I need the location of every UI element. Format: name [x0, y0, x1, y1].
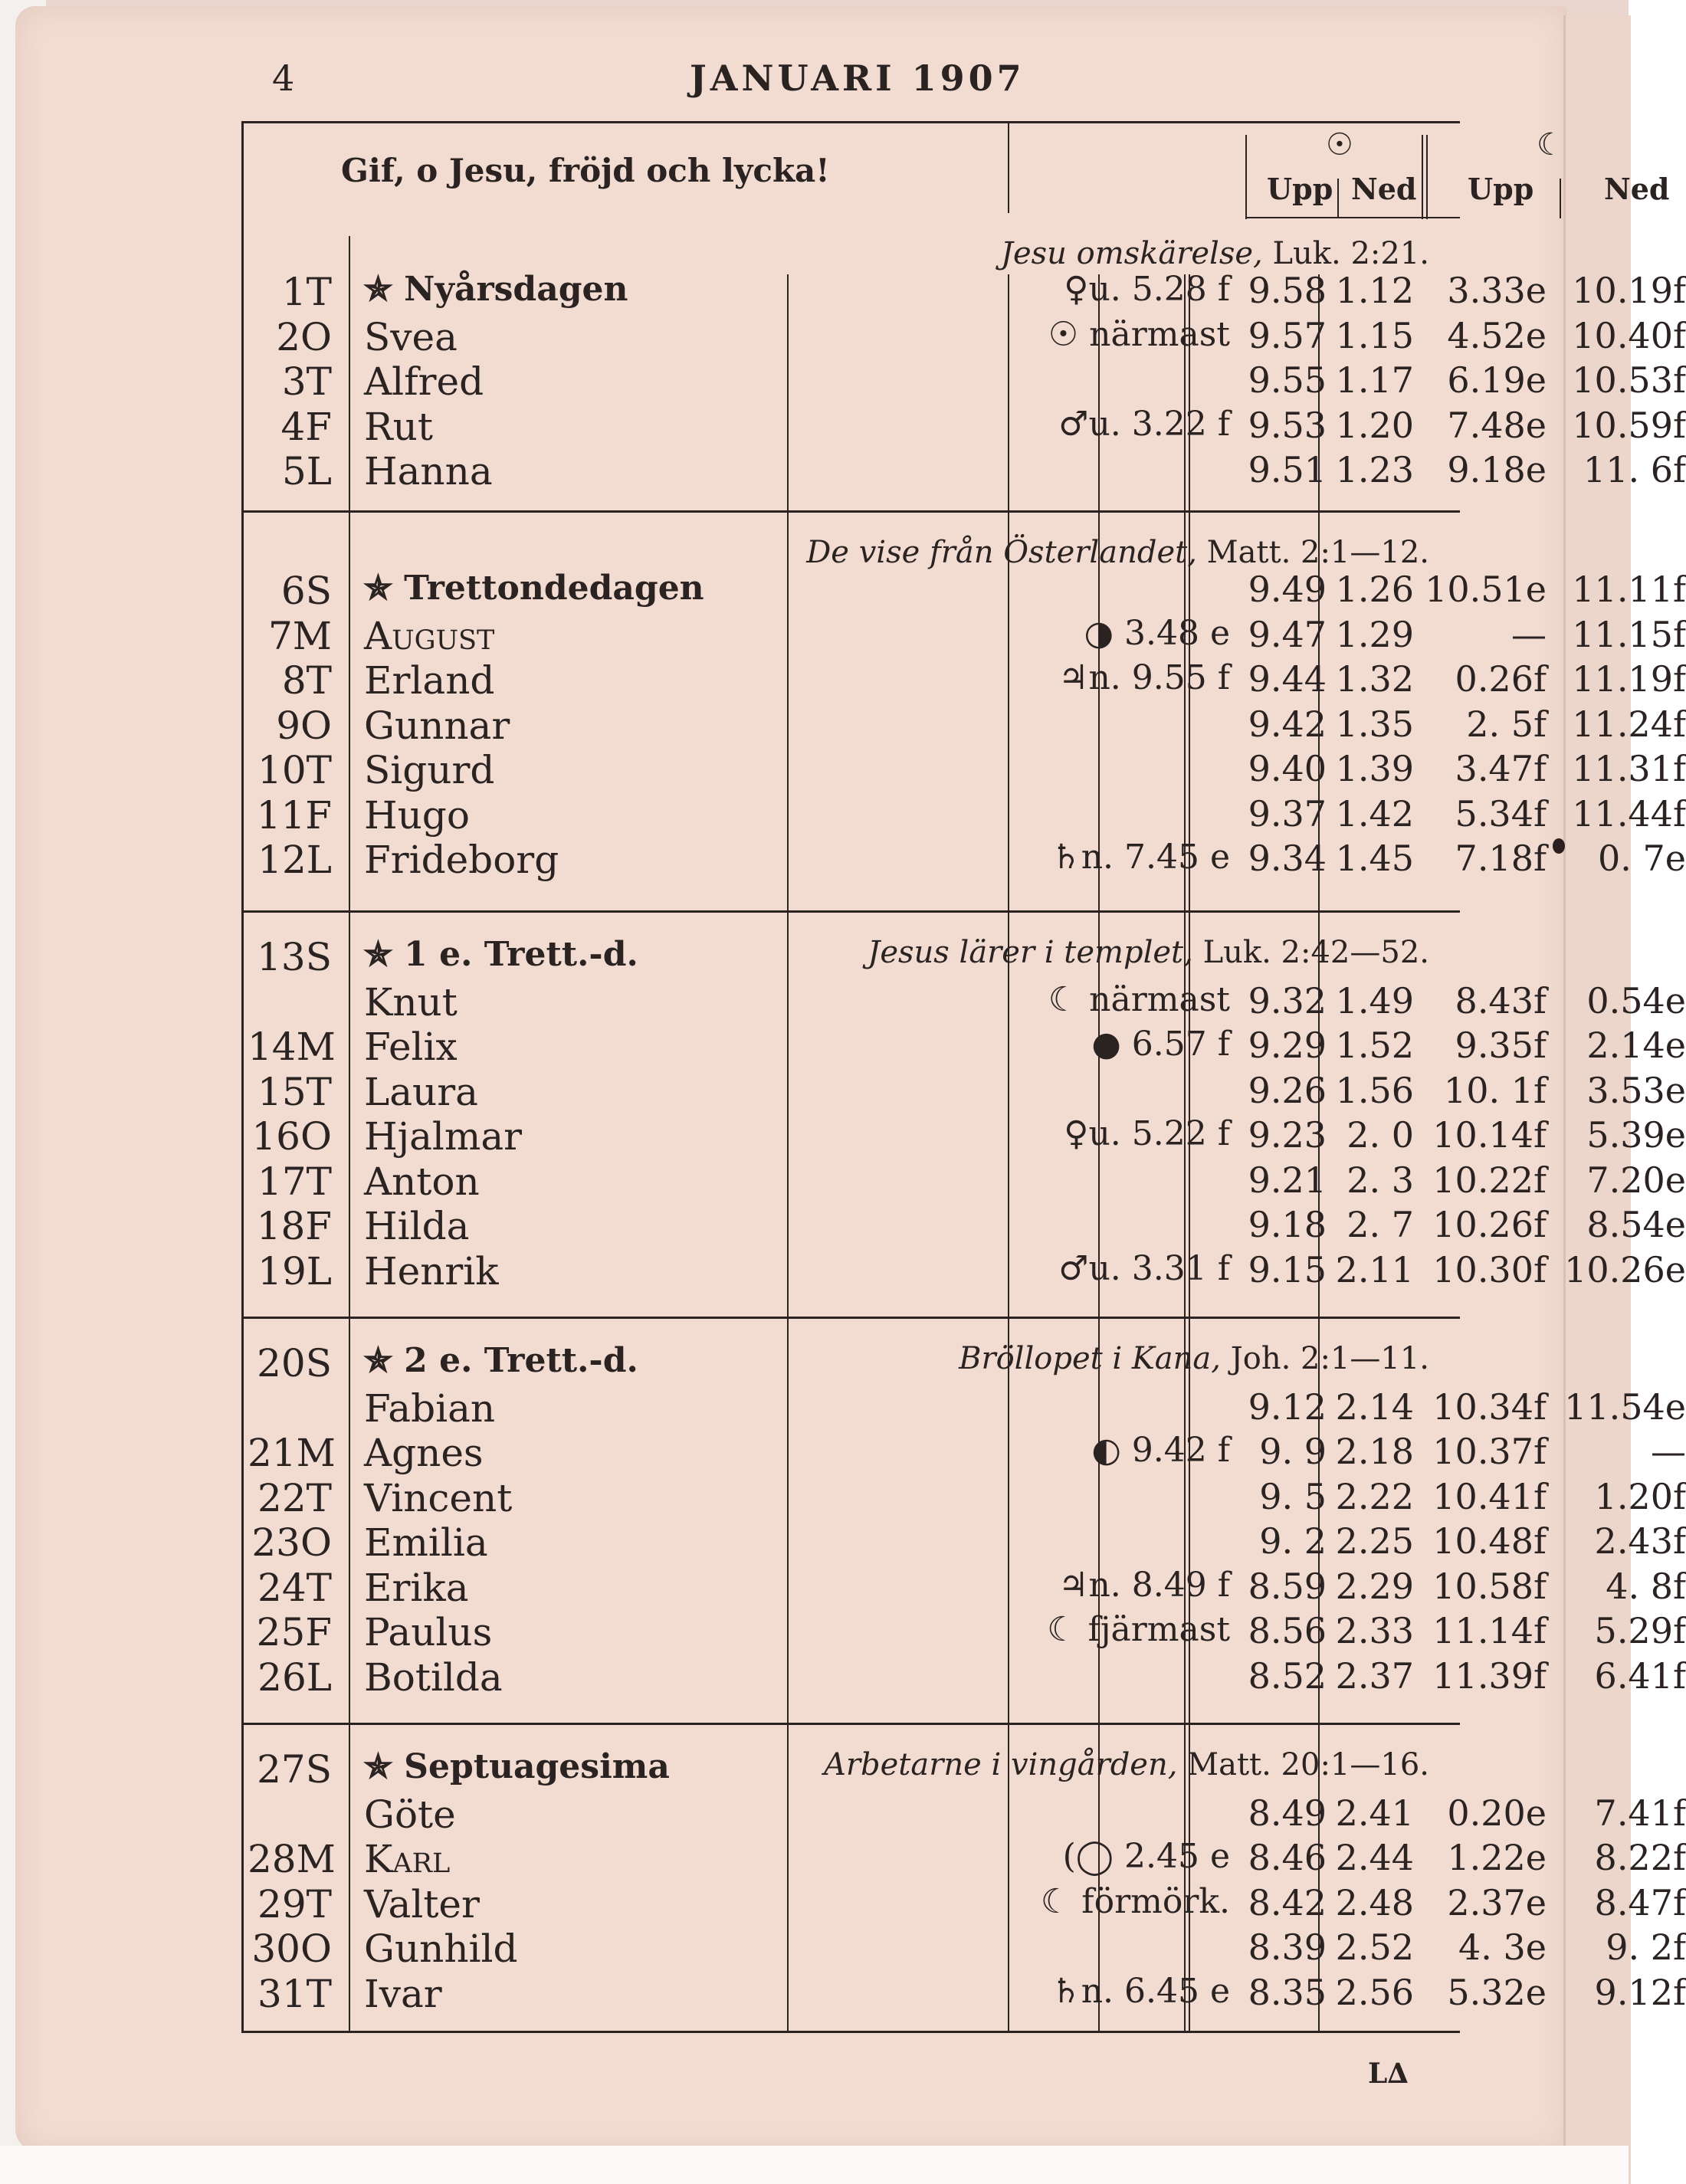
day-name: Felix — [364, 1025, 458, 1069]
moonrise: 10.37f — [1432, 1431, 1547, 1472]
sunrise: 9.51 — [1248, 449, 1327, 490]
astro-event: ♀u. 5.28 f — [1064, 270, 1230, 309]
day-date: 30O — [251, 1927, 332, 1971]
day-name: Vincent — [364, 1475, 513, 1520]
header-divider — [1337, 179, 1339, 218]
sunset: 1.52 — [1335, 1025, 1414, 1066]
day-date: 7M — [267, 613, 332, 658]
sunset: 2.48 — [1335, 1881, 1414, 1923]
header-divider — [1008, 121, 1009, 213]
day-row — [241, 404, 1686, 449]
astro-event: ● 6.57 f — [1091, 1025, 1230, 1064]
moonset: 6.41f — [1594, 1654, 1686, 1697]
sunrise: 9.57 — [1248, 314, 1327, 356]
day-name: Knut — [364, 979, 458, 1025]
day-row — [241, 1881, 1686, 1927]
moonset: 10.59f — [1572, 404, 1686, 446]
day-name: Fabian — [364, 1385, 496, 1431]
day-name: Alfred — [364, 359, 484, 404]
day-date: 23O — [251, 1520, 332, 1565]
sunrise: 8.52 — [1248, 1654, 1327, 1697]
sunrise: 9.15 — [1248, 1248, 1327, 1290]
sunset: 2. 3 — [1347, 1159, 1414, 1201]
sunset: 1.26 — [1335, 569, 1414, 610]
moonrise: 1.22e — [1447, 1837, 1547, 1878]
day-date: 31T — [257, 1971, 332, 2016]
sunrise: 9.53 — [1248, 404, 1327, 446]
sunset: 1.32 — [1335, 658, 1414, 700]
sunset: 2.29 — [1335, 1565, 1414, 1607]
day-row — [241, 1385, 1686, 1431]
week-rule — [241, 1317, 1460, 1319]
sunrise: 9.32 — [1248, 979, 1327, 1021]
moonrise: 5.34f — [1455, 792, 1547, 835]
moonrise: 9.18e — [1447, 449, 1547, 490]
day-date: 8T — [281, 658, 332, 703]
moonrise: 6.19e — [1447, 359, 1547, 401]
sunset: 1.15 — [1335, 314, 1414, 356]
astro-event: ♄n. 6.45 e — [1051, 1971, 1230, 2011]
sunset: 2.33 — [1335, 1610, 1414, 1651]
day-row — [241, 1431, 1686, 1475]
day-date: 14M — [248, 1025, 336, 1069]
moonset: 5.39e — [1586, 1114, 1686, 1156]
moonrise: 10.34f — [1432, 1385, 1547, 1428]
moonrise: 10.30f — [1432, 1248, 1547, 1290]
moonset: 10.53f — [1572, 359, 1686, 401]
day-date: 26L — [257, 1654, 332, 1700]
day-date: 29T — [257, 1881, 332, 1927]
day-date: 24T — [257, 1565, 332, 1610]
day-name: ✯ Septuagesima — [364, 1747, 670, 1786]
day-row — [241, 1837, 1686, 1881]
day-row — [241, 1792, 1686, 1837]
day-date: 11F — [256, 792, 332, 838]
day-date: 4F — [280, 404, 332, 449]
table-top-rule — [241, 121, 1460, 123]
sunset: 1.56 — [1335, 1069, 1414, 1111]
day-date: 20S — [257, 1341, 332, 1385]
sunrise: 9.44 — [1248, 658, 1327, 700]
gospel-title: Bröllopet i Kana, — [959, 1341, 1221, 1376]
day-name: ✯ Nyårsdagen — [364, 270, 628, 309]
sunrise: 9.21 — [1248, 1159, 1327, 1201]
gospel-title: Arbetarne i vingården, — [823, 1747, 1178, 1782]
gospel-reference: Luk. 2:21. — [1272, 236, 1429, 271]
day-date: 18F — [256, 1204, 332, 1248]
moonset: 11.31f — [1572, 748, 1686, 789]
moonset: 7.41f — [1594, 1792, 1686, 1834]
sunrise: 8.59 — [1248, 1565, 1327, 1607]
day-name: Svea — [364, 314, 458, 359]
day-date: 27S — [257, 1747, 332, 1792]
day-row — [241, 1341, 1460, 1385]
moonrise: 11.39f — [1432, 1654, 1547, 1697]
moonset: 11.11f — [1572, 569, 1686, 610]
day-row — [241, 1114, 1686, 1159]
day-row — [241, 270, 1686, 314]
moonrise: 11.14f — [1432, 1610, 1547, 1651]
moonrise: 7.48e — [1447, 404, 1547, 446]
moonset: 2.43f — [1594, 1520, 1686, 1562]
day-name: Anton — [364, 1159, 480, 1204]
day-row — [241, 1475, 1686, 1520]
day-name: Hjalmar — [364, 1114, 523, 1159]
header-divider — [1422, 135, 1423, 219]
sunrise: 9.18 — [1248, 1204, 1327, 1245]
sunrise: 9.29 — [1248, 1025, 1327, 1066]
sunset: 1.45 — [1335, 838, 1414, 879]
moonset: 10.40f — [1572, 314, 1686, 356]
day-row — [241, 1159, 1686, 1204]
sunset: 2. 7 — [1347, 1204, 1414, 1245]
astro-event: ☾ närmast — [1048, 979, 1230, 1019]
sunrise: 8.39 — [1248, 1927, 1327, 1968]
day-name: ✯ 1 e. Trett.-d. — [364, 935, 638, 974]
sunrise: 8.35 — [1248, 1971, 1327, 2013]
astro-event: ♀u. 5.22 f — [1064, 1114, 1230, 1153]
moonrise: 2.37e — [1447, 1881, 1547, 1923]
sunset: 1.29 — [1335, 613, 1414, 655]
moonset: 9. 2f — [1606, 1927, 1686, 1968]
day-row — [241, 1025, 1686, 1069]
astro-event: ☾ förmörk. — [1040, 1881, 1230, 1921]
day-row — [241, 703, 1686, 748]
gospel-reference: Luk. 2:42—52. — [1202, 935, 1429, 970]
day-date: 3T — [281, 359, 332, 404]
sunset: 2. 0 — [1347, 1114, 1414, 1156]
day-date: 6S — [280, 569, 332, 613]
sunrise: 9. 9 — [1259, 1431, 1327, 1472]
moonrise: 10. 1f — [1443, 1069, 1547, 1111]
week-rule — [241, 510, 1460, 513]
day-date: 5L — [281, 449, 332, 494]
day-row — [241, 658, 1686, 703]
moonset: 7.20e — [1586, 1159, 1686, 1201]
moon-up-label: Upp — [1468, 172, 1534, 206]
page-number: 4 — [272, 57, 295, 99]
sunrise: 9. 2 — [1259, 1520, 1327, 1562]
moonset: 11.44f — [1572, 792, 1686, 835]
week-rule — [241, 910, 1460, 913]
day-name: Frideborg — [364, 838, 559, 882]
sunset: 1.23 — [1335, 449, 1414, 490]
sunrise: 9. 5 — [1259, 1475, 1327, 1517]
day-name: Hilda — [364, 1204, 470, 1248]
moonrise: 10.14f — [1432, 1114, 1547, 1156]
day-date: 9O — [276, 703, 332, 748]
moonset: 8.47f — [1594, 1881, 1686, 1923]
sunrise: 9.42 — [1248, 703, 1327, 745]
moonrise: 7.18f — [1455, 838, 1547, 879]
day-name: Göte — [364, 1792, 456, 1837]
sunrise: 9.49 — [1248, 569, 1327, 610]
day-name: Agnes — [364, 1431, 484, 1475]
day-name: Laura — [364, 1069, 478, 1114]
day-name: Emilia — [364, 1520, 488, 1565]
gospel-reference: Matt. 20:1—16. — [1187, 1747, 1429, 1782]
moonrise: 9.35f — [1455, 1025, 1547, 1066]
astro-event: ♂u. 3.31 f — [1058, 1248, 1230, 1288]
sunset: 2.25 — [1335, 1520, 1414, 1562]
day-date: 15T — [257, 1069, 332, 1114]
sunrise: 9.34 — [1248, 838, 1327, 879]
moonrise: 10.26f — [1432, 1204, 1547, 1245]
day-name: Paulus — [364, 1610, 493, 1654]
sunset: 1.12 — [1335, 270, 1414, 311]
gospel-title: Jesus lärer i templet, — [868, 935, 1193, 970]
day-date: 22T — [257, 1475, 332, 1520]
day-date: 10T — [257, 748, 332, 792]
day-row — [241, 314, 1686, 359]
moonset: 2.14e — [1586, 1025, 1686, 1066]
day-date: 13S — [257, 935, 332, 979]
sunrise: 8.56 — [1248, 1610, 1327, 1651]
gospel-title: Jesu omskärelse, — [1000, 236, 1263, 271]
sunset: 2.14 — [1335, 1385, 1414, 1428]
background-bottom — [0, 2146, 1629, 2184]
moonset: 0. 7e — [1598, 838, 1686, 879]
sun-up-label: Upp — [1267, 172, 1333, 206]
moonset: 5.29f — [1594, 1610, 1686, 1651]
day-date: 17T — [257, 1159, 332, 1204]
day-date: 21M — [248, 1431, 336, 1475]
table-bottom-rule — [241, 2031, 1460, 2033]
moonrise: 4.52e — [1447, 314, 1547, 356]
day-row — [241, 449, 1686, 494]
day-name: Karl — [364, 1837, 451, 1881]
sunset: 2.11 — [1335, 1248, 1414, 1290]
sunset: 1.42 — [1335, 792, 1414, 835]
astro-event: ♂u. 3.22 f — [1058, 404, 1230, 444]
moonset: 3.53e — [1586, 1069, 1686, 1111]
motto: Gif, o Jesu, fröjd och lycka! — [341, 152, 830, 189]
sunrise: 8.42 — [1248, 1881, 1327, 1923]
day-row — [241, 1565, 1686, 1610]
header-divider — [1560, 179, 1561, 218]
gospel-reference: Matt. 2:1—12. — [1206, 535, 1429, 570]
sunrise: 9.47 — [1248, 613, 1327, 655]
moonset: 11. 6f — [1583, 449, 1686, 490]
astro-event: ☾ fjärmast — [1047, 1610, 1230, 1649]
day-name: Hugo — [364, 792, 470, 838]
moonrise: 10.22f — [1432, 1159, 1547, 1201]
day-name: Erland — [364, 658, 495, 703]
moonrise: 2. 5f — [1466, 703, 1547, 745]
day-name: August — [364, 613, 495, 658]
day-date: 16O — [251, 1114, 332, 1159]
day-name: Valter — [364, 1881, 480, 1927]
day-row — [241, 1654, 1686, 1700]
moonset: 11.19f — [1572, 658, 1686, 700]
sunset: 2.56 — [1335, 1971, 1414, 2013]
sunset: 1.17 — [1335, 359, 1414, 401]
day-date: 1T — [281, 270, 332, 314]
moonset: 10.19f — [1572, 270, 1686, 311]
moonset: 8.22f — [1594, 1837, 1686, 1878]
gospel-title: De vise från Österlandet, — [806, 535, 1197, 570]
moonset: 1.20f — [1594, 1475, 1686, 1517]
sun-down-label: Ned — [1351, 172, 1417, 206]
astro-event: ◑ 3.48 e — [1084, 613, 1230, 653]
gospel-reading — [806, 535, 1429, 570]
day-name: ✯ Trettondedagen — [364, 569, 704, 608]
sunset: 1.49 — [1335, 979, 1414, 1021]
sunrise: 9.37 — [1248, 792, 1327, 835]
moonrise: 0.20e — [1447, 1792, 1547, 1834]
day-name: Gunnar — [364, 703, 510, 748]
moonset: 11.24f — [1572, 703, 1686, 745]
day-row — [241, 1520, 1686, 1565]
astro-event: ♄n. 7.45 e — [1051, 838, 1230, 877]
day-date: 12L — [257, 838, 332, 882]
astro-event: ☉ närmast — [1048, 314, 1230, 354]
day-row — [241, 1927, 1686, 1971]
moon-icon: ☾ — [1537, 127, 1564, 162]
moonrise: 10.48f — [1432, 1520, 1547, 1562]
day-row — [241, 838, 1686, 882]
day-row — [241, 1204, 1686, 1248]
moonset: 9.12f — [1594, 1971, 1686, 2013]
sunrise: 9.55 — [1248, 359, 1327, 401]
moonrise: 10.41f — [1432, 1475, 1547, 1517]
footer-signature: L∆ — [1368, 2058, 1409, 2090]
day-row — [241, 792, 1686, 838]
moonrise: — — [1511, 613, 1547, 655]
moonrise: 10.58f — [1432, 1565, 1547, 1607]
moon-down-label: Ned — [1604, 172, 1670, 206]
sunset: 2.37 — [1335, 1654, 1414, 1697]
day-name: Rut — [364, 404, 433, 449]
sunrise: 8.49 — [1248, 1792, 1327, 1834]
moonrise: 3.47f — [1455, 748, 1547, 789]
day-row — [241, 613, 1686, 658]
day-name: Erika — [364, 1565, 469, 1610]
day-name: Sigurd — [364, 748, 495, 792]
sunset: 1.20 — [1335, 404, 1414, 446]
sunrise: 9.40 — [1248, 748, 1327, 789]
day-row — [241, 1971, 1686, 2016]
header-rule — [1245, 217, 1460, 218]
moonset: 0.54e — [1586, 979, 1686, 1021]
day-name: Henrik — [364, 1248, 499, 1294]
gospel-reference: Joh. 2:1—11. — [1230, 1341, 1429, 1376]
day-date: 2O — [276, 314, 332, 359]
moonset: — — [1651, 1431, 1686, 1472]
moonrise: 0.26f — [1455, 658, 1547, 700]
sunrise: 9.26 — [1248, 1069, 1327, 1111]
header-divider — [1245, 135, 1247, 219]
moonset: 4. 8f — [1606, 1565, 1686, 1607]
calendar-table — [241, 121, 1686, 2031]
sunset: 2.41 — [1335, 1792, 1414, 1834]
day-date: 25F — [256, 1610, 332, 1654]
day-name: Ivar — [364, 1971, 442, 2016]
moonset: 11.54e — [1564, 1385, 1686, 1428]
astro-event: ♃n. 9.55 f — [1058, 658, 1230, 697]
sunset: 2.22 — [1335, 1475, 1414, 1517]
day-name: Gunhild — [364, 1927, 518, 1971]
sunrise: 9.58 — [1248, 270, 1327, 311]
moonrise: 10.51e — [1425, 569, 1547, 610]
astro-event: ◐ 9.42 f — [1091, 1431, 1230, 1470]
moonset: 11.15f — [1572, 613, 1686, 655]
day-name: Botilda — [364, 1654, 503, 1700]
day-row — [241, 569, 1686, 613]
moonrise: 4. 3e — [1458, 1927, 1547, 1968]
day-row — [241, 1069, 1686, 1114]
day-name: ✯ 2 e. Trett.-d. — [364, 1341, 638, 1380]
day-row — [241, 1747, 1460, 1792]
moonrise: 8.43f — [1455, 979, 1547, 1021]
astro-event: (◯ 2.45 e — [1062, 1837, 1230, 1876]
header-divider — [1426, 135, 1428, 219]
page-title: JANUARI 1907 — [690, 57, 1025, 99]
sunrise: 9.12 — [1248, 1385, 1327, 1428]
day-row — [241, 359, 1686, 404]
day-row — [241, 1248, 1686, 1294]
sunset: 2.18 — [1335, 1431, 1414, 1472]
sunset: 1.39 — [1335, 748, 1414, 789]
day-row — [241, 1610, 1686, 1654]
sunrise: 9.23 — [1248, 1114, 1327, 1156]
day-row — [241, 748, 1686, 792]
day-date: 19L — [257, 1248, 332, 1294]
day-date: 28M — [248, 1837, 336, 1881]
sunset: 2.44 — [1335, 1837, 1414, 1878]
week-rule — [241, 1723, 1460, 1725]
sun-icon: ☉ — [1326, 127, 1353, 162]
sunset: 1.35 — [1335, 703, 1414, 745]
day-name: Hanna — [364, 449, 493, 494]
astro-event: ♃n. 8.49 f — [1058, 1565, 1230, 1605]
day-row — [241, 979, 1686, 1025]
sunset: 2.52 — [1335, 1927, 1414, 1968]
moonrise: 5.32e — [1447, 1971, 1547, 2013]
moonset: 10.26e — [1564, 1248, 1686, 1290]
gospel-reading — [1001, 236, 1429, 271]
sunrise: 8.46 — [1248, 1837, 1327, 1878]
moonrise: 3.33e — [1447, 270, 1547, 311]
moonset: 8.54e — [1586, 1204, 1686, 1245]
day-row — [241, 935, 1460, 979]
